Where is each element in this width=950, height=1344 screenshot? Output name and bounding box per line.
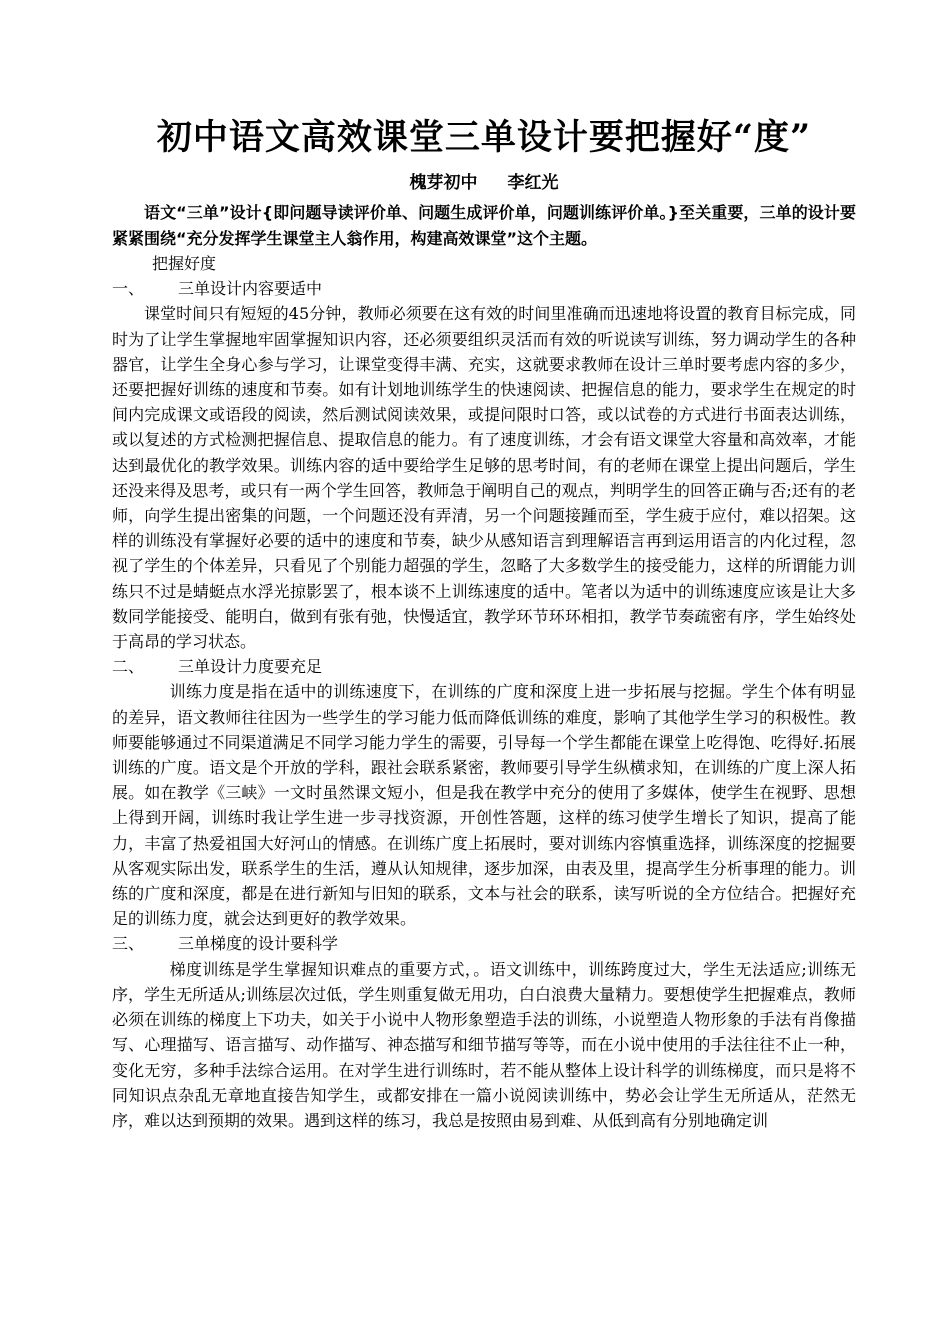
document-title: 初中语文高效课堂三单设计要把握好“度”	[156, 117, 812, 158]
section-1-number: 一、	[112, 279, 145, 299]
section-2-number: 二、	[112, 657, 145, 677]
author-name: 李红光	[507, 173, 559, 193]
section-2-title: 三单设计力度要充足	[178, 657, 323, 677]
section-1-title: 三单设计内容要适中	[178, 279, 323, 299]
section-2-heading	[112, 654, 856, 679]
section-3-paragraph: 梯度训练是学生掌握知识难点的重要方式，。语文训练中，训练跨度过大，学生无法适应;训练无序，学生无所适从;训练层次过低，学生则重复做无用功，白白浪费大量精力。要想使学生把握难点，教师必须在训练的梯度上下功夫，如关于小说中人物形象塑造手法的训练，小说塑造人物形象的手法有肖像描写、心理描写、语言描写、动作描写、神态描写和细节描写等等，而在小说中使用的手法往往不止一种，变化无穷，多种手法综合运用。在对学生进行训练时，若不能从整体上设计科学的训练梯度，而只是将不同知识点杂乱无章地直接告知学生，或都安排在一篇小说阅读训练中，势必会让学生无所适从，茫然无序，难以达到预期的效果。遇到这样的练习，我总是按照由易到难、从低到高有分别地确定训	[112, 959, 856, 1130]
author-school: 槐芽初中	[409, 173, 478, 193]
section-1-paragraph: 课堂时间只有短短的45分钟，教师必须要在这有效的时间里准确而迅速地将设置的教育目标完成，同时为了让学生掌握地牢固掌握知识内容，还必须要组织灵活而有效的听说读写训练，努力调动学生的各种器官，让学生全身心参与学习，让课堂变得丰满、充实，这就要求教师在设计三单时要考虑内容的多少，还要把握好训练的速度和节奏。如有计划地训练学生的快速阅读、把握信息的能力，要求学生在规定的时间内完成课文或语段的阅读，然后测试阅读效果，或提问限时口答，或以试卷的方式进行书面表达训练，或以复述的方式检测把握信息、提取信息的能力。有了速度训练，才会有语文课堂大容量和高效率，才能达到最优化的教学效果。训练内容的适中要给学生足够的思考时间，有的老师在课堂上提出问题后，学生还没来得及思考，或只有一两个学生回答，教师急于阐明自己的观点，判明学生的回答正确与否;还有的老师，向学生提出密集的问题，一个问题还没有弄清，另一个问题接踵而至，学生疲于应付，难以招架。这样的训练没有掌握好必要的适中的速度和节奏，缺少从感知语言到理解语言再到运用语言的内化过程，忽视了学生的个体差异，只看见了个别能力超强的学生，忽略了大多数学生的接受能力，这样的所谓能力训练只不过是蜻蜓点水浮光掠影罢了，根本谈不上训练速度的适中。笔者以为适中的训练速度应该是让大多数同学能接受、能明白，做到有张有弛，快慢适宜，教学环节环环相扣，教学节奏疏密有序，学生始终处于高昂的学习状态。	[112, 304, 856, 652]
lead-line: 把握好度	[152, 254, 217, 273]
document-body	[112, 251, 856, 1133]
section-3-title: 三单梯度的设计要科学	[178, 934, 339, 954]
author-line	[112, 172, 856, 194]
section-3-number: 三、	[112, 934, 145, 954]
section-3-heading	[112, 931, 856, 956]
intro-paragraph: 语文“三单”设计{即问题导读评价单、问题生成评价单，问题训练评价单。}至关重要，三单的设计要紧紧围绕“充分发挥学生课堂主人翁作用，构建高效课堂”这个主题。	[112, 203, 856, 248]
section-1-heading	[112, 276, 856, 301]
section-2-paragraph: 训练力度是指在适中的训练速度下，在训练的广度和深度上进一步拓展与挖掘。学生个体有明显的差异，语文教师往往因为一些学生的学习能力低而降低训练的难度，影响了其他学生学习的积极性。教师要能够通过不同渠道满足不同学习能力学生的需要，引导每一个学生都能在课堂上吃得饱、吃得好.拓展训练的广度。语文是个开放的学科，跟社会联系紧密，教师要引导学生纵横求知，在训练的广度上深人拓展。如在教学《三峡》一文时虽然课文短小，但是我在教学中充分的使用了多媒体，使学生在视野、思想上得到开阔，训练时我让学生进一步寻找资源，开创性答题，这样的练习使学生增长了知识，提高了能力，丰富了热爱祖国大好河山的情感。在训练广度上拓展时，要对训练内容慎重选择，训练深度的挖掘要从客观实际出发，联系学生的生活，遵从认知规律，逐步加深，由表及里，提高学生分析事理的能力。训练的广度和深度，都是在进行新知与旧知的联系，文本与社会的联系，读写听说的全方位结合。把握好充足的训练力度，就会达到更好的教学效果。	[112, 682, 856, 929]
